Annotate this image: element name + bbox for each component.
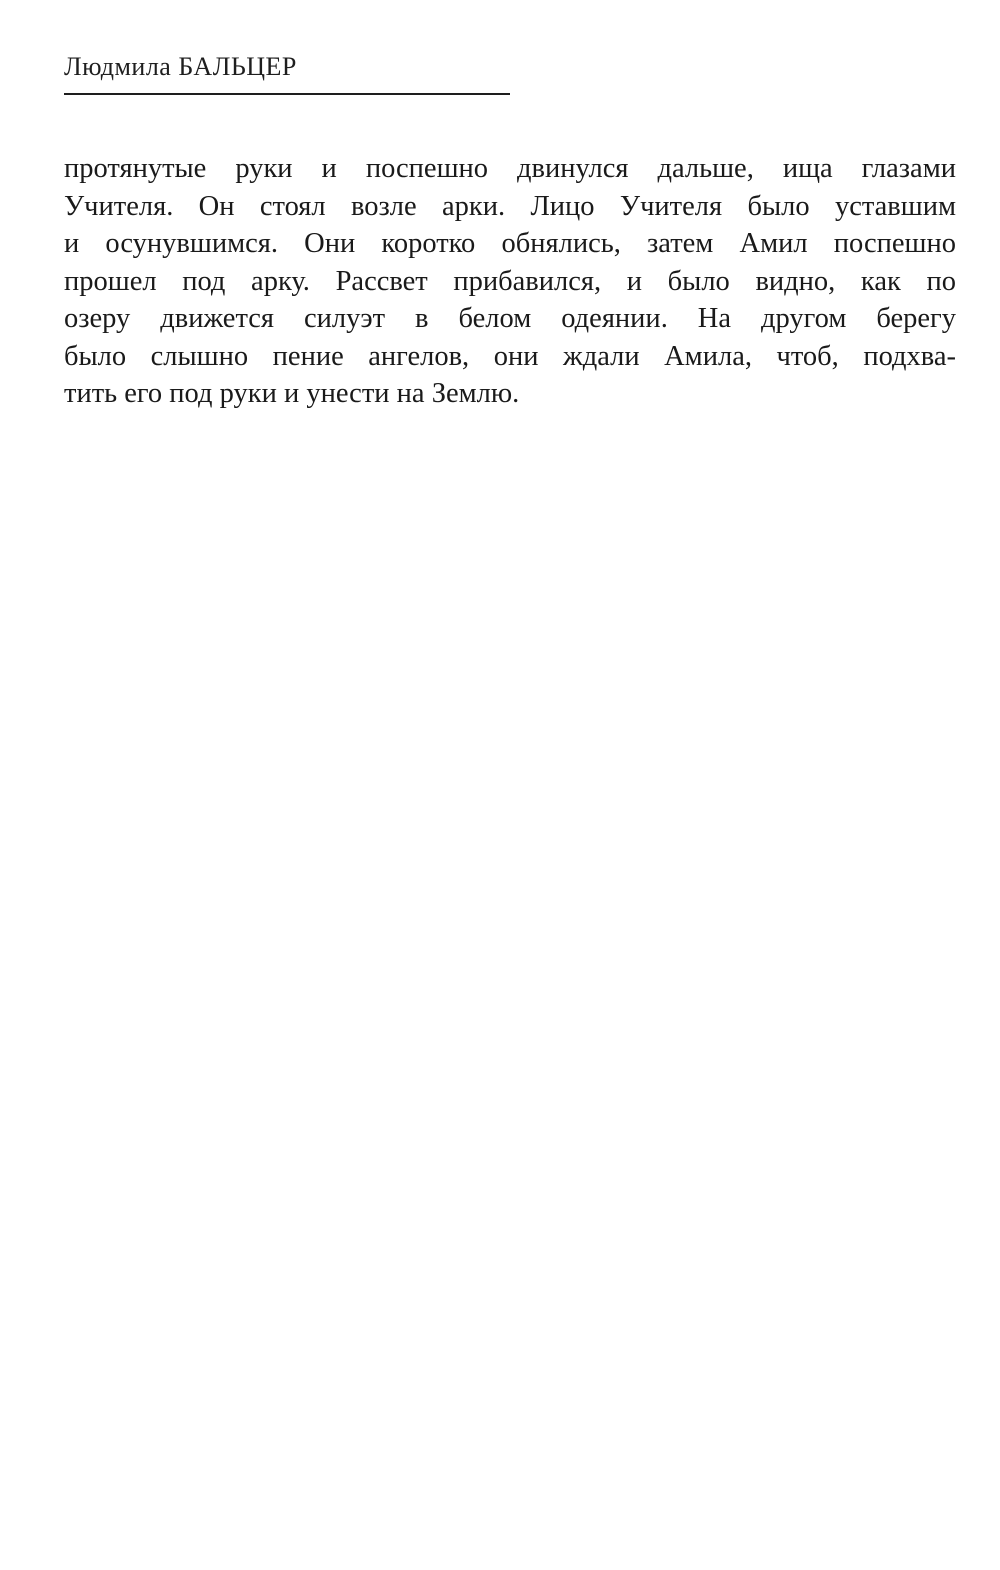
text-line: и осунувшимся. Они коротко обнялись, затем Амил поспешно <box>64 228 956 259</box>
text-line: Учителя. Он стоял возле арки. Лицо Учителя было уставшим <box>64 190 956 222</box>
text-line: озеру движется силуэт в белом одеянии. На другом берегу <box>64 303 956 334</box>
text-line: тить его под руки и унести на Землю. <box>64 378 520 409</box>
text-line: было слышно пение ангелов, они ждали Амила, чтоб, подхва- <box>64 340 956 372</box>
text-line: прошел под арку. Рассвет прибавился, и было видно, как по <box>64 265 956 297</box>
running-head-author: Людмила БАЛЬЦЕР <box>64 52 297 81</box>
body-text <box>64 150 956 413</box>
text-line: протянутые руки и поспешно двинулся дальше, ища глазами <box>64 153 956 184</box>
header-rule <box>64 93 510 95</box>
